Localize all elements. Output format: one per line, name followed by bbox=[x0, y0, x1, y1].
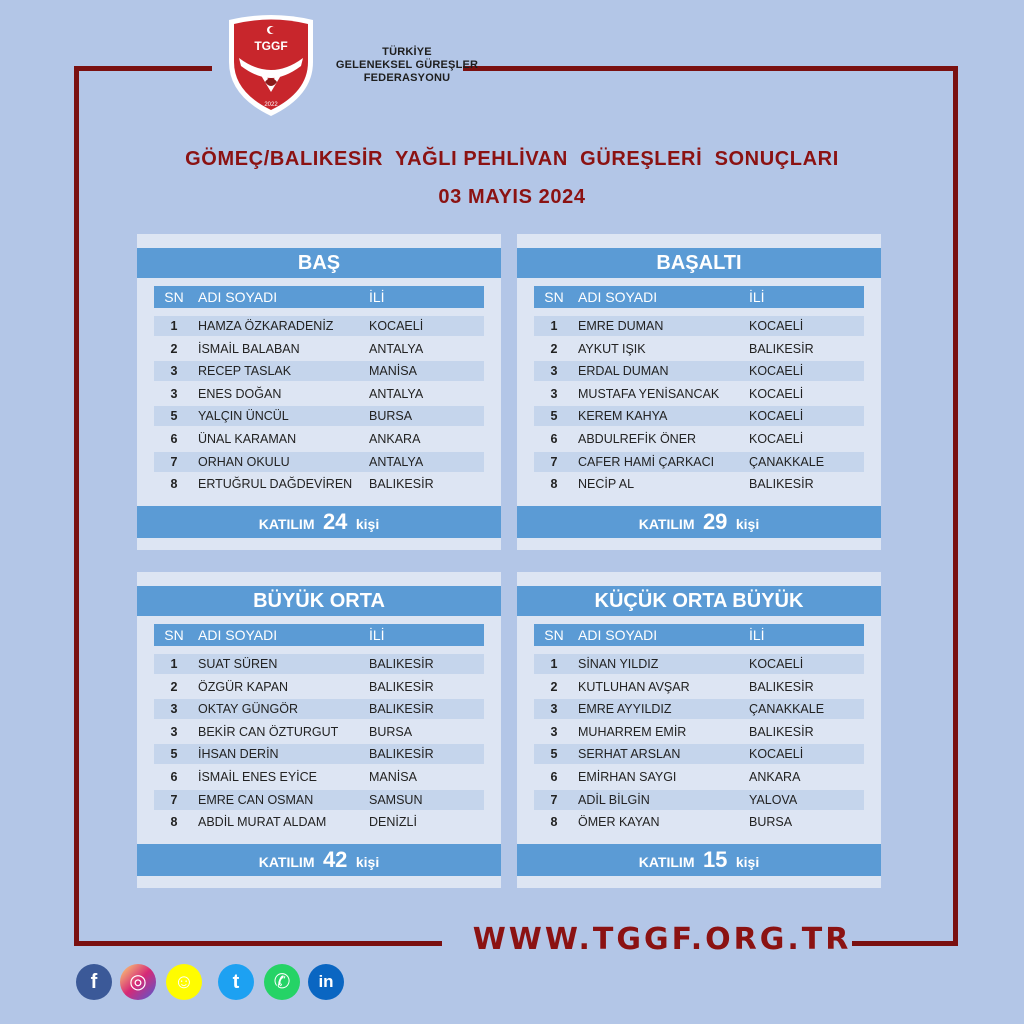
participation-label: KATILIM bbox=[638, 854, 695, 870]
row-name: KEREM KAHYA bbox=[578, 409, 668, 424]
row-rank: 1 bbox=[170, 319, 178, 333]
header-sn: SN bbox=[544, 289, 564, 305]
results-table bbox=[534, 316, 864, 497]
results-table bbox=[534, 654, 864, 835]
results-table bbox=[154, 316, 484, 497]
table-row bbox=[154, 767, 484, 787]
row-city: ANTALYA bbox=[369, 454, 424, 469]
row-name: ÖZGÜR KAPAN bbox=[198, 679, 289, 694]
row-name: MUHARREM EMİR bbox=[578, 724, 687, 739]
row-name: YALÇIN ÜNCÜL bbox=[198, 409, 289, 424]
row-city: YALOVA bbox=[749, 792, 798, 807]
federation-name bbox=[332, 46, 482, 85]
table-row bbox=[534, 384, 864, 404]
tggf-logo-icon bbox=[225, 12, 317, 120]
row-rank: 8 bbox=[170, 477, 178, 492]
row-rank: 1 bbox=[550, 319, 558, 333]
row-city: ÇANAKKALE bbox=[749, 454, 825, 469]
federation-name-line2: GELENEKSEL GÜREŞLER bbox=[335, 59, 479, 71]
row-city: ÇANAKKALE bbox=[749, 702, 825, 717]
row-city: MANİSA bbox=[369, 769, 417, 784]
participation-count: 24 bbox=[322, 509, 348, 534]
row-name: EMRE DUMAN bbox=[578, 319, 664, 333]
row-name: SERHAT ARSLAN bbox=[578, 747, 681, 762]
row-rank: 7 bbox=[550, 454, 558, 469]
row-city: BALIKESİR bbox=[369, 657, 434, 671]
row-rank: 7 bbox=[550, 792, 558, 807]
table-row bbox=[534, 744, 864, 764]
row-name: BEKİR CAN ÖZTURGUT bbox=[198, 724, 339, 739]
row-city: KOCAELİ bbox=[749, 364, 804, 379]
instagram-icon[interactable]: ◎ bbox=[120, 964, 156, 1000]
row-rank: 5 bbox=[170, 747, 178, 762]
table-row bbox=[534, 429, 864, 449]
row-name: HAMZA ÖZKARADENİZ bbox=[198, 319, 334, 333]
row-city: KOCAELİ bbox=[749, 431, 804, 446]
row-city: KOCAELİ bbox=[749, 747, 804, 762]
federation-name-line1: TÜRKİYE bbox=[382, 46, 432, 58]
row-name: ABDİL MURAT ALDAM bbox=[198, 815, 327, 830]
table-row bbox=[534, 722, 864, 742]
table-row bbox=[154, 452, 484, 472]
row-rank: 2 bbox=[170, 341, 178, 356]
row-rank: 2 bbox=[170, 679, 178, 694]
frame-top-left bbox=[74, 66, 212, 71]
row-city: BURSA bbox=[369, 724, 413, 739]
table-row bbox=[154, 474, 484, 494]
row-rank: 1 bbox=[170, 657, 178, 671]
panel-title: BÜYÜK ORTA bbox=[137, 586, 501, 616]
row-rank: 6 bbox=[170, 431, 178, 446]
table-row bbox=[154, 384, 484, 404]
page-title: GÖMEÇ/BALIKESİR YAĞLI PEHLİVAN GÜREŞLERİ SONUÇLARI bbox=[185, 148, 839, 170]
row-city: KOCAELİ bbox=[749, 657, 804, 671]
table-row bbox=[154, 677, 484, 697]
table-row bbox=[154, 361, 484, 381]
header-sn: SN bbox=[544, 627, 564, 643]
row-rank: 3 bbox=[170, 724, 178, 739]
participation-unit: kişi bbox=[735, 516, 760, 532]
table-row bbox=[154, 790, 484, 810]
participation-label: KATILIM bbox=[258, 854, 315, 870]
row-rank: 2 bbox=[550, 341, 558, 356]
table-row bbox=[154, 722, 484, 742]
table-row bbox=[534, 339, 864, 359]
row-name: EMRE AYYILDIZ bbox=[578, 702, 672, 717]
row-rank: 3 bbox=[550, 386, 558, 401]
row-rank: 7 bbox=[170, 454, 178, 469]
header-sn: SN bbox=[164, 289, 184, 305]
row-city: BALIKESİR bbox=[369, 477, 434, 492]
row-name: MUSTAFA YENİSANCAK bbox=[578, 386, 720, 401]
row-name: ÜNAL KARAMAN bbox=[198, 431, 297, 446]
row-name: AYKUT IŞIK bbox=[578, 341, 646, 356]
table-row bbox=[154, 812, 484, 832]
table-row bbox=[534, 406, 864, 426]
table-row bbox=[154, 744, 484, 764]
whatsapp-icon[interactable]: ✆ bbox=[264, 964, 300, 1000]
row-city: KOCAELİ bbox=[369, 319, 424, 333]
table-header bbox=[154, 624, 484, 646]
panel-title: KÜÇÜK ORTA BÜYÜK bbox=[517, 586, 881, 616]
linkedin-icon[interactable]: in bbox=[308, 964, 344, 1000]
table-row bbox=[534, 452, 864, 472]
row-rank: 6 bbox=[550, 769, 558, 784]
row-rank: 8 bbox=[550, 815, 558, 830]
table-row bbox=[534, 699, 864, 719]
participation-count: 29 bbox=[702, 509, 728, 534]
row-city: KOCAELİ bbox=[749, 386, 804, 401]
row-city: DENİZLİ bbox=[369, 815, 417, 830]
row-rank: 5 bbox=[550, 747, 558, 762]
participation-unit: kişi bbox=[735, 854, 760, 870]
table-header bbox=[534, 286, 864, 308]
participation-footer bbox=[137, 844, 501, 876]
table-row bbox=[154, 406, 484, 426]
panel-title: BAŞ bbox=[137, 248, 501, 278]
table-row bbox=[534, 790, 864, 810]
participation-label: KATILIM bbox=[638, 516, 695, 532]
row-name: CAFER HAMİ ÇARKACI bbox=[578, 454, 715, 469]
results-panel bbox=[137, 234, 501, 550]
participation-footer bbox=[517, 506, 881, 538]
table-row bbox=[534, 474, 864, 494]
header-name: ADI SOYADI bbox=[578, 289, 658, 305]
participation-count: 15 bbox=[702, 847, 728, 872]
row-rank: 7 bbox=[170, 792, 178, 807]
header-city: İLİ bbox=[369, 627, 385, 643]
results-panel bbox=[517, 572, 881, 888]
panel-title: BAŞALTI bbox=[517, 248, 881, 278]
row-rank: 5 bbox=[550, 409, 558, 424]
event-date: 03 MAYIS 2024 bbox=[438, 186, 586, 208]
header-name: ADI SOYADI bbox=[578, 627, 658, 643]
table-row bbox=[154, 316, 484, 336]
row-city: BALIKESİR bbox=[369, 747, 434, 762]
row-rank: 2 bbox=[550, 679, 558, 694]
row-city: SAMSUN bbox=[369, 792, 423, 807]
row-rank: 3 bbox=[170, 702, 178, 717]
website-link[interactable]: WWW.TGGF.ORG.TR bbox=[472, 922, 852, 957]
row-city: BALIKESİR bbox=[749, 341, 814, 356]
row-name: ABDULREFİK ÖNER bbox=[578, 431, 697, 446]
header-name: ADI SOYADI bbox=[198, 289, 278, 305]
participation-count: 42 bbox=[322, 847, 348, 872]
table-row bbox=[534, 316, 864, 336]
row-rank: 5 bbox=[170, 409, 178, 424]
participation-label: KATILIM bbox=[258, 516, 315, 532]
row-name: KUTLUHAN AVŞAR bbox=[578, 679, 690, 694]
row-city: ANTALYA bbox=[369, 386, 424, 401]
row-rank: 8 bbox=[550, 477, 558, 492]
results-panel bbox=[517, 234, 881, 550]
facebook-icon[interactable]: f bbox=[76, 964, 112, 1000]
row-name: SUAT SÜREN bbox=[198, 657, 278, 671]
participation-unit: kişi bbox=[355, 854, 380, 870]
row-name: SİNAN YILDIZ bbox=[578, 657, 659, 671]
table-row bbox=[534, 812, 864, 832]
header-name: ADI SOYADI bbox=[198, 627, 278, 643]
row-city: BALIKESİR bbox=[749, 679, 814, 694]
snapchat-icon[interactable]: ☺ bbox=[166, 964, 202, 1000]
row-name: İHSAN DERİN bbox=[198, 747, 279, 762]
participation-unit: kişi bbox=[355, 516, 380, 532]
logo-year: 2022 bbox=[264, 102, 278, 108]
frame-bottom-left bbox=[74, 941, 442, 946]
table-row bbox=[154, 654, 484, 674]
row-rank: 8 bbox=[170, 815, 178, 830]
row-city: BURSA bbox=[749, 815, 793, 830]
row-name: İSMAİL ENES EYİCE bbox=[198, 769, 318, 784]
row-name: ENES DOĞAN bbox=[198, 386, 282, 401]
row-city: BALIKESİR bbox=[749, 477, 814, 492]
row-rank: 3 bbox=[550, 364, 558, 379]
row-rank: 3 bbox=[550, 724, 558, 739]
row-rank: 3 bbox=[170, 386, 178, 401]
header-city: İLİ bbox=[749, 627, 765, 643]
row-city: BALIKESİR bbox=[369, 679, 434, 694]
table-row bbox=[534, 654, 864, 674]
row-name: İSMAİL BALABAN bbox=[198, 341, 300, 356]
row-name: ORHAN OKULU bbox=[198, 454, 290, 469]
table-row bbox=[534, 361, 864, 381]
row-city: BALIKESİR bbox=[749, 724, 814, 739]
row-name: EMİRHAN SAYGI bbox=[578, 769, 677, 784]
row-name: NECİP AL bbox=[578, 477, 635, 492]
row-rank: 6 bbox=[170, 769, 178, 784]
row-name: EMRE CAN OSMAN bbox=[198, 792, 314, 807]
header-sn: SN bbox=[164, 627, 184, 643]
frame-top-right bbox=[463, 66, 958, 71]
row-name: OKTAY GÜNGÖR bbox=[198, 702, 299, 717]
row-city: ANTALYA bbox=[369, 341, 424, 356]
row-name: ERDAL DUMAN bbox=[578, 364, 669, 379]
table-header bbox=[534, 624, 864, 646]
row-city: BURSA bbox=[369, 409, 413, 424]
row-city: BALIKESİR bbox=[369, 702, 434, 717]
participation-footer bbox=[517, 844, 881, 876]
logo-text: TGGF bbox=[254, 39, 288, 53]
table-row bbox=[534, 767, 864, 787]
table-row bbox=[154, 339, 484, 359]
row-name: ERTUĞRUL DAĞDEVİREN bbox=[198, 477, 353, 492]
table-row bbox=[154, 699, 484, 719]
table-row bbox=[154, 429, 484, 449]
row-name: RECEP TASLAK bbox=[198, 364, 292, 379]
row-city: ANKARA bbox=[369, 431, 421, 446]
row-name: ÖMER KAYAN bbox=[578, 815, 660, 830]
results-table bbox=[154, 654, 484, 835]
header-city: İLİ bbox=[369, 289, 385, 305]
row-city: KOCAELİ bbox=[749, 319, 804, 333]
federation-name-line3: FEDERASYONU bbox=[363, 72, 451, 84]
row-rank: 6 bbox=[550, 431, 558, 446]
participation-footer bbox=[137, 506, 501, 538]
row-city: KOCAELİ bbox=[749, 409, 804, 424]
row-rank: 3 bbox=[170, 364, 178, 379]
row-city: ANKARA bbox=[749, 769, 801, 784]
row-rank: 1 bbox=[550, 657, 558, 671]
twitter-icon[interactable]: t bbox=[218, 964, 254, 1000]
results-panel bbox=[137, 572, 501, 888]
row-name: ADİL BİLGİN bbox=[578, 792, 650, 807]
row-city: MANİSA bbox=[369, 364, 417, 379]
header-city: İLİ bbox=[749, 289, 765, 305]
table-header bbox=[154, 286, 484, 308]
row-rank: 3 bbox=[550, 702, 558, 717]
table-row bbox=[534, 677, 864, 697]
